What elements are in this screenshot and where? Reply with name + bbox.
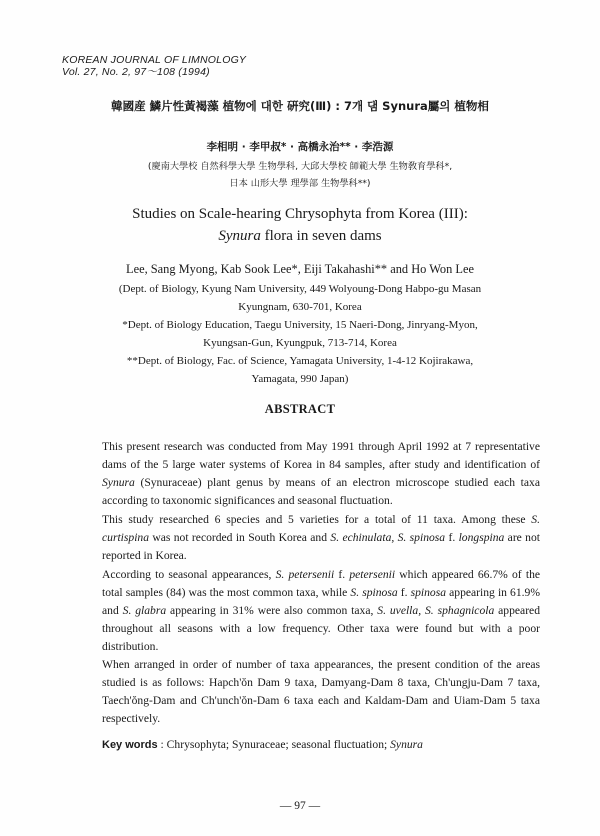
p3-text-d: f.	[397, 586, 411, 600]
p3-text-f: appearing in 31% were also common taxa,	[166, 604, 378, 618]
p3-text-b: f.	[334, 568, 350, 581]
p3-text-g: appeared throughout all seasons with a low frequency. Other taxa were found but with a poor distribution.	[102, 604, 540, 654]
english-authors: Lee, Sang Myong, Kab Sook Lee*, Eiji Takahashi** and Ho Won Lee	[126, 262, 474, 276]
korean-affiliation-line1: (慶南大學校 自然科學大學 生物學科, 大邱大學校 師範大學 生物敎育學科*,	[147, 161, 453, 172]
keywords-line	[102, 738, 423, 751]
keywords-text: Chrysophyta; Synuraceae; seasonal fluctuation;	[166, 738, 391, 751]
p3-form-2: spinosa	[410, 586, 447, 600]
p2-species-1: S. curtispina	[102, 513, 540, 545]
english-title-line2	[0, 228, 600, 245]
abstract-paragraph-2	[102, 511, 540, 565]
title-genus: Synura	[218, 228, 261, 244]
p1-text-b: (Synuraceae) plant genus by means of an electron microscope studied each taxa according to taxonomic significances and seasonal fluctuation.	[102, 476, 540, 508]
korean-title: 韓國産 鱗片性黃褐藻 植物에 대한 硏究(Ⅲ) : 7개 댐 Synura屬의 植物相	[111, 99, 489, 113]
p3-text-a: According to seasonal appearances,	[102, 568, 276, 581]
p3-species-1: S. petersenii	[275, 568, 335, 581]
p2-text-d: are not reported in Korea.	[102, 531, 540, 563]
p1-genus: Synura	[102, 476, 135, 490]
p3-species-2: S. spinosa	[350, 586, 398, 600]
abstract-paragraph-3	[102, 566, 540, 656]
p3-species-3: S. glabra	[122, 604, 167, 618]
affiliation-2-line2: Kyungsan-Gun, Kyungpuk, 713-714, Korea	[203, 337, 397, 349]
p3-text-e: appearing in 61.9% and	[102, 586, 541, 618]
p3-form-1: petersenii	[349, 568, 396, 581]
affiliation-1-line2: Kyungnam, 630-701, Korea	[238, 301, 362, 313]
journal-name: KOREAN JOURNAL OF LIMNOLOGY	[62, 54, 247, 66]
english-title-line1: Studies on Scale-hearing Chrysophyta from Korea (III):	[132, 206, 468, 222]
journal-volume: Vol. 27, No. 2, 97～108 (1994)	[62, 66, 210, 78]
p2-text-c: f.	[445, 531, 459, 545]
keywords-label: Key words	[102, 739, 158, 751]
p2-text-a: This study researched 6 species and 5 varieties for a total of 11 taxa. Among these	[102, 513, 532, 526]
affiliation-3-line2: Yamagata, 990 Japan)	[251, 373, 349, 385]
affiliation-2-line1: *Dept. of Biology Education, Taegu University, 15 Naeri-Dong, Jinryang-Myon,	[122, 319, 478, 331]
p2-form: longspina	[458, 531, 505, 545]
affiliation-3-line1: **Dept. of Biology, Fac. of Science, Yamagata University, 1-4-12 Kojirakawa,	[126, 355, 474, 367]
p1-text-a: This present research was conducted from May 1991 through April 1992 at 7 representative dams of the 5 large water systems of Korea in 84 samples, after study and identification of	[102, 440, 540, 472]
korean-authors: 李相明 · 李甲叔* · 高橋永治** · 李浩源	[206, 141, 394, 153]
affiliation-1-line1: (Dept. of Biology, Kyung Nam University, 449 Wolyoung-Dong Habpo-gu Masan	[118, 283, 482, 295]
abstract-paragraph-4: When arranged in order of number of taxa appearances, the present condition of the areas studied is as follows: Hapch'ŏn Dam 9 taxa, Damyang-Dam 8 taxa, Ch'ungju-Dam 7 taxa, Taech'ŏng-Dam and Ch'unch'ŏn-Dam 6 taxa each and Kaldam-Dam and Uiam-Dam 5 taxa respectively.	[102, 658, 540, 726]
title-rest: flora in seven dams	[260, 228, 382, 244]
abstract-paragraph-1	[102, 438, 540, 510]
abstract-heading: ABSTRACT	[264, 402, 336, 416]
p3-text-c: which appeared 66.7% of the total samples (84) was the most common taxa, while	[102, 568, 541, 600]
keywords-separator: :	[157, 738, 167, 751]
page-number: — 97 —	[279, 800, 321, 812]
korean-affiliation-line2: 日本 山形大學 理學部 生物學科**)	[229, 178, 371, 189]
p2-species-2: S. echinulata, S. spinosa	[330, 531, 446, 545]
journal-header	[62, 54, 246, 78]
keywords-genus: Synura	[390, 738, 423, 751]
p2-text-b: was not recorded in South Korea and	[149, 531, 331, 545]
p3-species-4: S. uvella, S. sphagnicola	[377, 604, 495, 618]
